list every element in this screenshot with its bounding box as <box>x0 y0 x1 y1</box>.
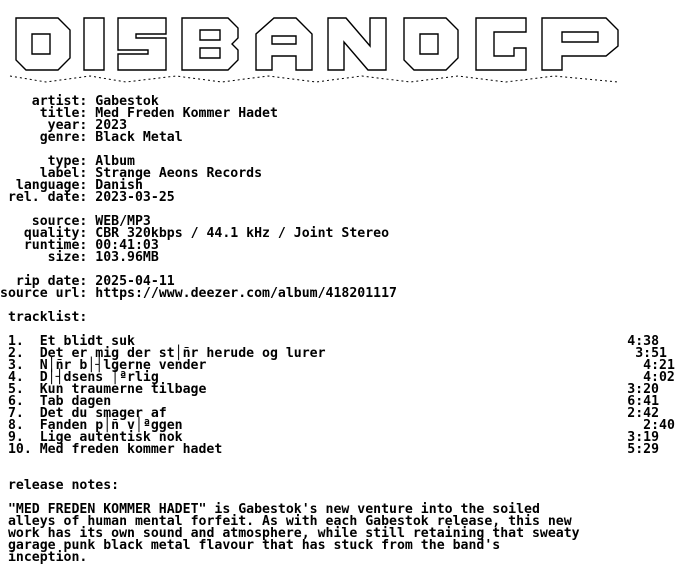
meta-row: artist: Gabestok <box>0 94 159 109</box>
meta-key: runtime <box>0 238 80 253</box>
meta-row: label: Strange Aeons Records <box>0 166 263 181</box>
meta-row: title: Med Freden Kommer Hadet <box>0 106 278 121</box>
meta-row: type: Album <box>0 154 135 169</box>
meta-row: genre: Black Metal <box>0 130 183 145</box>
track-time: 4:38 <box>627 334 660 349</box>
ascii-logo <box>6 12 626 90</box>
meta-value: 2025-04-11 <box>95 274 175 289</box>
track-number: 6. <box>0 394 40 409</box>
meta-key: source url <box>0 286 80 301</box>
meta-value: Strange Aeons Records <box>95 166 263 181</box>
notes-text: work has its own sound and atmosphere, while still retaining that sweaty <box>7 526 580 541</box>
meta-value: Danish <box>95 178 143 193</box>
track-number: 7. <box>0 406 40 421</box>
track-number: 2. <box>0 346 40 361</box>
track-title: Det du smager af <box>39 406 167 421</box>
track-title: Lige autentisk nok <box>39 430 183 445</box>
track-time: 5:29 <box>627 442 660 457</box>
disband-logo-icon <box>6 12 626 86</box>
meta-key: size <box>0 250 80 265</box>
track-number: 8. <box>0 418 40 433</box>
meta-value: 2023 <box>95 118 128 133</box>
notes-line <box>0 540 675 552</box>
meta-value: Album <box>95 154 135 169</box>
track-time: 6:41 <box>627 394 660 409</box>
meta-row: year: 2023 <box>0 118 128 133</box>
track-time: 2:42 <box>627 406 660 421</box>
track-time: 3:51 <box>635 346 667 361</box>
meta-key: label <box>0 166 80 181</box>
meta-key: type <box>0 154 80 169</box>
meta-key: genre <box>0 130 80 145</box>
meta-key: language <box>0 178 80 193</box>
blank-line <box>0 300 675 312</box>
meta-key: quality <box>0 226 80 241</box>
meta-value: 103.96MB <box>95 250 159 265</box>
notes-text: inception. <box>7 550 88 565</box>
track-number: 5. <box>0 382 40 397</box>
meta-row: runtime: 00:41:03 <box>0 238 159 253</box>
meta-value: Med Freden Kommer Hadet <box>95 106 278 121</box>
track-title: Det er mig der st│ñr herude og lurer <box>39 346 326 361</box>
notes-line <box>0 552 675 564</box>
meta-value: WEB/MP3 <box>95 214 151 229</box>
meta-key: artist <box>0 94 80 109</box>
track-time: 3:19 <box>627 430 660 445</box>
meta-row: source url: https://www.deezer.com/album/418201117 <box>0 286 397 301</box>
track-row <box>0 444 675 456</box>
track-title: Kun traumerne tilbage <box>39 382 207 397</box>
meta-value: Black Metal <box>95 130 183 145</box>
tracklist-title: tracklist: <box>7 310 88 325</box>
nfo-body <box>0 96 675 564</box>
track-title: Et blidt suk <box>39 334 135 349</box>
meta-key: title <box>0 106 80 121</box>
notes-text: "MED FREDEN KOMMER HADET" is Gabestok's new venture into the soiled <box>7 502 540 517</box>
meta-key: rel. date <box>0 190 80 205</box>
blank-line <box>0 456 675 468</box>
track-title: Med freden kommer hadet <box>39 442 223 457</box>
track-number: 4. <box>0 370 40 385</box>
meta-value: 00:41:03 <box>95 238 159 253</box>
track-title: Fanden p│ñ v│ªggen <box>39 418 183 433</box>
meta-key: source <box>0 214 80 229</box>
track-time: 4:21 <box>643 358 675 373</box>
meta-value[interactable]: https://www.deezer.com/album/418201117 <box>95 286 397 301</box>
track-number: 1. <box>0 334 40 349</box>
track-title: N│ñr b│┤lgerne vender <box>39 358 207 373</box>
notes-heading <box>0 480 675 492</box>
meta-row: quality: CBR 320kbps / 44.1 kHz / Joint Stereo <box>0 226 390 241</box>
track-time: 2:40 <box>643 418 675 433</box>
track-number: 3. <box>0 358 40 373</box>
notes-text: alleys of human mental forfeit. As with each Gabestok release, this new <box>7 514 572 529</box>
meta-row: language: Danish <box>0 178 143 193</box>
track-time: 4:02 <box>643 370 675 385</box>
meta-key: year <box>0 118 80 133</box>
track-number: 9. <box>0 430 40 445</box>
meta-row: rel. date: 2023-03-25 <box>0 190 175 205</box>
meta-row: size: 103.96MB <box>0 250 159 265</box>
meta-value: 2023-03-25 <box>95 190 175 205</box>
track-number: 10. <box>0 442 40 457</box>
notes-text: garage punk black metal flavour that has stuck from the band's <box>7 538 501 553</box>
track-title: D│┤dsens │ªrlig <box>39 370 159 385</box>
track-title: Tab dagen <box>39 394 112 409</box>
meta-row: rip date: 2025-04-11 <box>0 274 175 289</box>
track-time: 3:20 <box>627 382 659 397</box>
meta-key: rip date <box>0 274 80 289</box>
meta-row: source: WEB/MP3 <box>0 214 151 229</box>
tracklist-heading <box>0 312 675 324</box>
notes-title: release notes: <box>7 478 120 493</box>
meta-value: CBR 320kbps / 44.1 kHz / Joint Stereo <box>95 226 390 241</box>
meta-value: Gabestok <box>95 94 159 109</box>
